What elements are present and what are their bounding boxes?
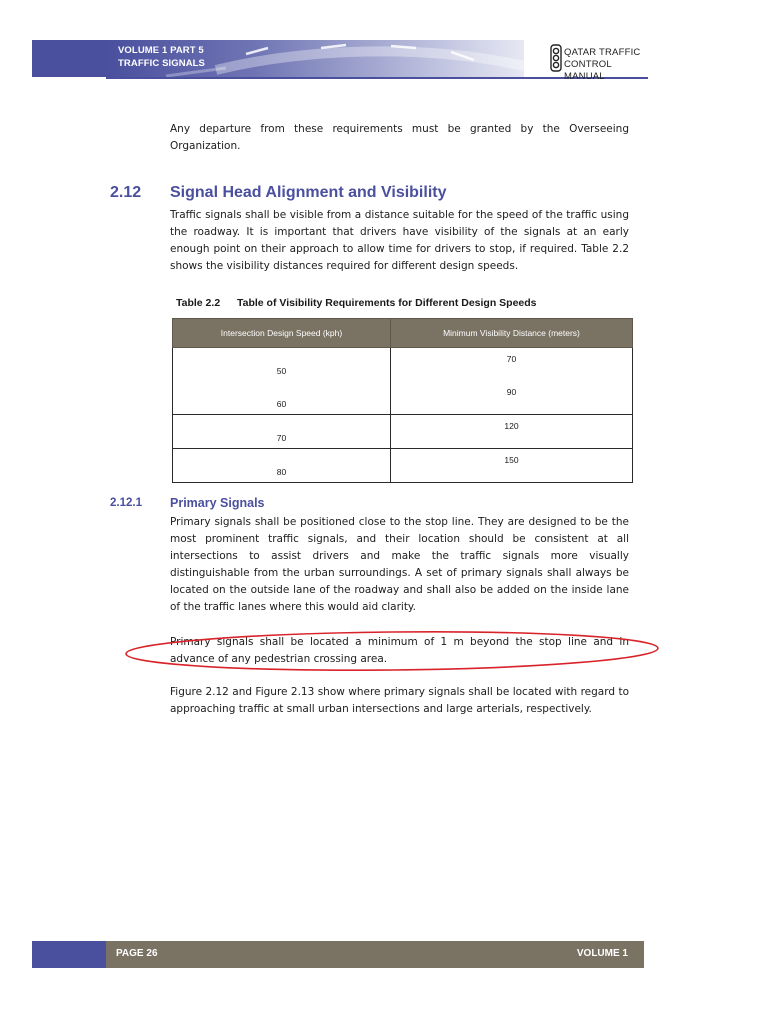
- annotation-ellipse: [120, 628, 670, 678]
- table-header-speed: Intersection Design Speed (kph): [173, 319, 391, 348]
- table-row: [173, 348, 633, 382]
- footer-accent-block: [32, 941, 106, 968]
- table-cell-distance: 120: [391, 415, 633, 449]
- table-cell-speed: 70: [173, 415, 391, 449]
- table-cell-speed: 60: [173, 381, 391, 415]
- qtcm-logo: [550, 44, 650, 82]
- section-title: Signal Head Alignment and Visibility: [170, 184, 447, 201]
- table-cell-distance: 70: [391, 348, 633, 382]
- footer-band: [106, 941, 644, 968]
- table-row: [173, 449, 633, 483]
- subsection-title: Primary Signals: [170, 496, 265, 510]
- table-row: [173, 381, 633, 415]
- header-volume-line: VOLUME 1 PART 5: [118, 45, 204, 56]
- table-row: [173, 415, 633, 449]
- footer-page-number: PAGE 26: [116, 948, 158, 959]
- logo-line-1: QATAR TRAFFIC: [564, 47, 641, 58]
- table-cell-distance: 150: [391, 449, 633, 483]
- table-caption: [176, 297, 537, 309]
- table-header-distance: Minimum Visibility Distance (meters): [391, 319, 633, 348]
- subsection-paragraph-3: Figure 2.12 and Figure 2.13 show where primary signals shall be located with regard to approaching traffic at small urban intersections and large arterials, respectively.: [170, 686, 629, 715]
- intro-paragraph: Any departure from these requirements must be granted by the Overseeing Organization.: [170, 123, 629, 152]
- logo-wordmark: [564, 47, 650, 83]
- section-number: 2.12: [110, 184, 142, 201]
- table-cell-distance: 90: [391, 381, 633, 415]
- table-header-row: [173, 319, 633, 348]
- footer-volume: VOLUME 1: [576, 948, 628, 959]
- section-paragraph: Traffic signals shall be visible from a distance suitable for the speed of the traffic using the roadway. It is important that drivers have visibility of the signals at an early enough point on their approach to allow time for drivers to stop, if required. Table 2.2 shows the visibility distances required for different design speeds.: [170, 209, 629, 272]
- table-label: Table 2.2: [176, 297, 221, 309]
- subsection-paragraph-2: Primary signals shall be located a minimum of 1 m beyond the stop line and in advance of any pedestrian crossing area.: [170, 636, 629, 665]
- header-volume-text: [118, 44, 205, 70]
- header-accent-block: [32, 40, 106, 77]
- visibility-table: [172, 318, 633, 483]
- table-cell-speed: 50: [173, 348, 391, 382]
- header-section-line: TRAFFIC SIGNALS: [118, 58, 205, 69]
- logo-line-2: CONTROL MANUAL: [564, 59, 612, 82]
- table-cell-speed: 80: [173, 449, 391, 483]
- traffic-light-icon: [550, 44, 562, 72]
- subsection-number: 2.12.1: [110, 497, 142, 509]
- table-caption-text: Table of Visibility Requirements for Different Design Speeds: [237, 297, 537, 309]
- subsection-paragraph-1: Primary signals shall be positioned close to the stop line. They are designed to be the most prominent traffic signals, and their location should be consistent at all intersections to assist drivers and make the traffic signals more visually distinguishable from the urban surroundings. A set of primary signals shall always be located on the outside lane of the roadway and shall also be added on the inside lane of the traffic lanes where this would aid clarity.: [170, 516, 629, 613]
